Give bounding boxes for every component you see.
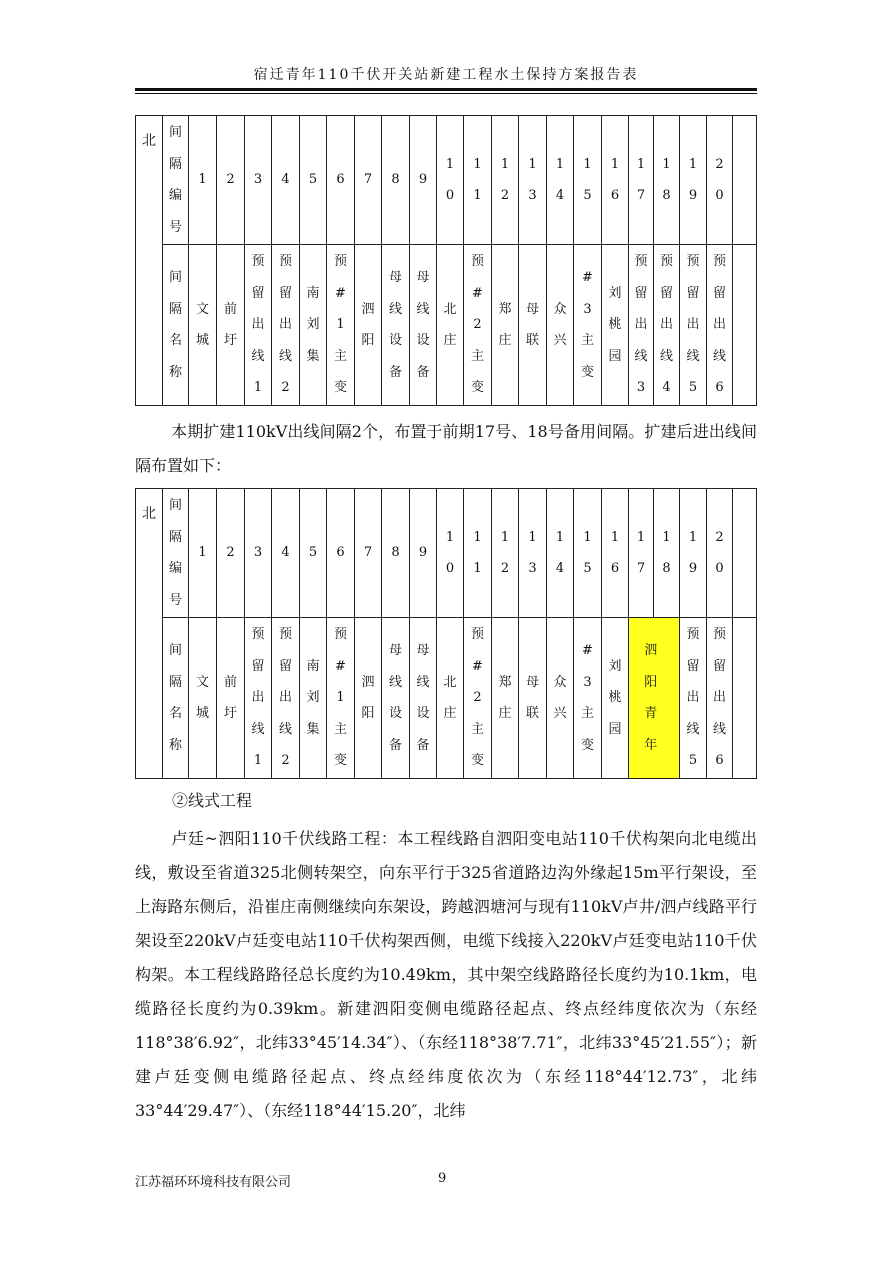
bay-name: 预留出线1: [245, 618, 272, 779]
empty-cell: [733, 116, 757, 245]
bay-name: #3主变: [574, 245, 602, 406]
bay-name: 郑庄: [492, 245, 519, 406]
row-label-number: 间隔编号: [163, 489, 189, 618]
bay-number: 18: [654, 489, 680, 618]
footer-company: 江苏福环环境科技有限公司: [135, 1175, 292, 1190]
bay-number: 17: [629, 489, 654, 618]
bay-number: 16: [602, 116, 629, 245]
bay-name: 前圩: [217, 245, 245, 406]
bay-name: 预留出线3: [629, 245, 654, 406]
bay-number: 16: [602, 489, 629, 618]
empty-cell: [733, 245, 757, 406]
bay-name: 母线设备: [410, 245, 437, 406]
bay-number: 9: [410, 116, 437, 245]
bay-table-after-expansion: [135, 488, 757, 779]
bay-name: 预留出线2: [272, 618, 300, 779]
bay-table-current: [135, 115, 757, 406]
bay-name: 预留出线2: [272, 245, 300, 406]
header-rule-thin: [135, 93, 757, 94]
bay-name: 前圩: [217, 618, 245, 779]
page-number: 9: [438, 1171, 447, 1186]
bay-name: 母联: [519, 245, 547, 406]
bay-name-highlighted: 泗阳青年: [629, 618, 680, 779]
bay-number: 5: [300, 489, 327, 618]
bay-name: 母线设备: [382, 618, 410, 779]
bay-name: 预#1主变: [327, 245, 355, 406]
bay-name: 预#1主变: [327, 618, 355, 779]
bay-name: 预留出线6: [707, 245, 733, 406]
bay-name: 泗阳: [355, 618, 382, 779]
bay-name: 预留出线1: [245, 245, 272, 406]
bay-number: 6: [327, 489, 355, 618]
bay-number: 8: [382, 489, 410, 618]
bay-number: 10: [437, 489, 464, 618]
direction-label: 北: [136, 489, 163, 779]
bay-number: 12: [492, 489, 519, 618]
bay-name: 预#2主变: [464, 245, 492, 406]
empty-cell: [733, 618, 757, 779]
bay-name: 预留出线6: [707, 618, 733, 779]
bay-number: 3: [245, 489, 272, 618]
bay-name: 预留出线5: [680, 618, 707, 779]
bay-number: 19: [680, 116, 707, 245]
direction-label: 北: [136, 116, 163, 406]
bay-name: 泗阳: [355, 245, 382, 406]
bay-name: #3主变: [574, 618, 602, 779]
bay-name: 刘桃园: [602, 618, 629, 779]
bay-number: 2: [217, 116, 245, 245]
bay-name: 南刘集: [300, 618, 327, 779]
bay-number: 11: [464, 116, 492, 245]
bay-number: 14: [547, 489, 574, 618]
bay-number: 10: [437, 116, 464, 245]
bay-number: 9: [410, 489, 437, 618]
bay-number: 8: [382, 116, 410, 245]
bay-name: 南刘集: [300, 245, 327, 406]
bay-number: 6: [327, 116, 355, 245]
bay-number: 7: [355, 489, 382, 618]
expansion-paragraph: 本期扩建110kV出线间隔2个，布置于前期17号、18号备用间隔。扩建后进出线间隔布置如下：: [135, 422, 757, 475]
row-label-number: 间隔编号: [163, 116, 189, 245]
bay-name: 预留出线5: [680, 245, 707, 406]
bay-name: 文城: [189, 618, 217, 779]
bay-number: 7: [355, 116, 382, 245]
bay-name: 众兴: [547, 245, 574, 406]
page-header-title: 宿迁青年110千伏开关站新建工程水土保持方案报告表: [253, 67, 639, 83]
bay-number: 11: [464, 489, 492, 618]
bay-name: 刘桃园: [602, 245, 629, 406]
bay-number: 1: [189, 116, 217, 245]
bay-number: 3: [245, 116, 272, 245]
bay-number: 14: [547, 116, 574, 245]
header-rule-thick: [135, 88, 757, 91]
bay-name: 母线设备: [382, 245, 410, 406]
bay-number: 17: [629, 116, 654, 245]
bay-number: 1: [189, 489, 217, 618]
bay-number: 2: [217, 489, 245, 618]
bay-number: 20: [707, 116, 733, 245]
empty-cell: [733, 489, 757, 618]
bay-name: 文城: [189, 245, 217, 406]
line-project-paragraph: 卢廷~泗阳110千伏线路工程：本工程线路自泗阳变电站110千伏构架向北电缆出线，敷设至省道325北侧转架空，向东平行于325省道路边沟外缘起15m平行架设，至上海路东侧后，沿崔庄南侧继续向东架设，跨越泗塘河与现有110kV卢井/泗卢线路平行架设至220kV卢廷变电站110千伏构架西侧，电缆下线接入220kV卢廷变电站110千伏构架。本工程线路路径总长度约为10.49km，其中架空线路路径长度约为10.1km，电缆路径长度约为0.39km。新建泗阳变侧电缆路径起点、终点经纬度依次为（东经118°38′6.92″，北纬33°45′14.34″）、（东经118°38′7.71″，北纬33°45′21.55″）；新建卢廷变侧电缆路径起点、终点经纬度依次为（东经118°44′12.73″，北纬33°44′29.47″）、（东经118°44′15.20″，北纬: [135, 829, 757, 1120]
bay-number: 4: [272, 116, 300, 245]
bay-number: 15: [574, 116, 602, 245]
bay-number: 13: [519, 489, 547, 618]
bay-name: 郑庄: [492, 618, 519, 779]
bay-number: 5: [300, 116, 327, 245]
row-label-name: 间隔名称: [163, 245, 189, 406]
bay-name: 北庄: [437, 618, 464, 779]
section-title: ②线式工程: [172, 791, 253, 810]
bay-name: 北庄: [437, 245, 464, 406]
bay-name: 预留出线4: [654, 245, 680, 406]
bay-number: 12: [492, 116, 519, 245]
bay-number: 4: [272, 489, 300, 618]
row-label-name: 间隔名称: [163, 618, 189, 779]
bay-number: 19: [680, 489, 707, 618]
bay-name: 众兴: [547, 618, 574, 779]
bay-name: 母线设备: [410, 618, 437, 779]
bay-number: 13: [519, 116, 547, 245]
bay-number: 18: [654, 116, 680, 245]
bay-name: 预#2主变: [464, 618, 492, 779]
bay-number: 20: [707, 489, 733, 618]
bay-name: 母联: [519, 618, 547, 779]
bay-number: 15: [574, 489, 602, 618]
